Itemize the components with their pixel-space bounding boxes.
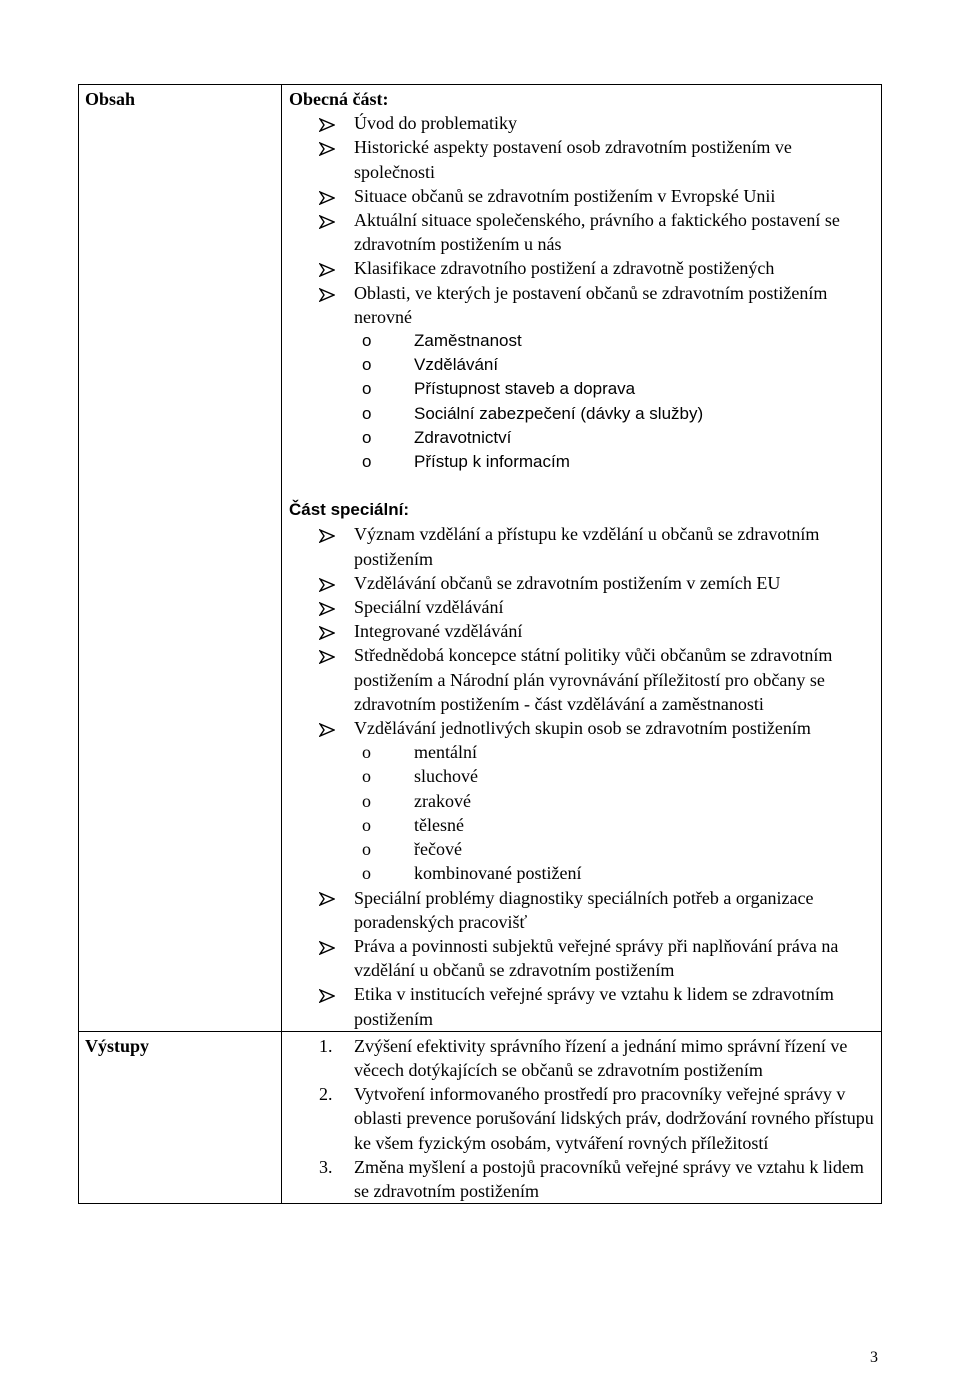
sub-item-text: sluchové — [414, 766, 478, 787]
arrow-list-item — [289, 571, 877, 595]
arrow-list-item — [289, 886, 877, 934]
arrow-bullet-icon — [319, 892, 335, 906]
sub-item-text: Sociální zabezpečení (dávky a služby) — [414, 403, 704, 423]
arrow-list-item — [289, 184, 877, 208]
arrow-list-item — [289, 716, 877, 740]
row-label-obsah: Obsah — [79, 85, 282, 1032]
arrow-list-item — [289, 643, 877, 716]
arrow-item-text: Práva a povinnosti subjektů veřejné správy při naplňování práva na vzdělání u občanů se zdravotním postižením — [354, 935, 839, 981]
document-table — [78, 84, 882, 1204]
arrow-list-item — [289, 982, 877, 1030]
sub-item-text: Přístup k informacím — [414, 452, 570, 472]
arrow-list-item — [289, 595, 877, 619]
section-special — [289, 498, 877, 1030]
sub-list-item — [289, 764, 877, 788]
item-number: 1. — [319, 1035, 333, 1056]
circle-bullet-marker: o — [362, 427, 372, 447]
arrow-bullet-icon — [319, 215, 335, 229]
row-label-vystupy: Výstupy — [79, 1031, 282, 1203]
arrow-item-text: Etika v institucích veřejné správy ve vztahu k lidem se zdravotním postižením — [354, 984, 834, 1029]
arrow-item-text: Situace občanů se zdravotním postižením v Evropské Unii — [354, 185, 776, 206]
circle-bullet-marker: o — [362, 403, 372, 423]
numbered-item-text: Změna myšlení a postojů pracovníků veřejné správy ve vztahu k lidem se zdravotním postižením — [354, 1156, 864, 1201]
section-general — [289, 87, 877, 474]
arrow-bullet-icon — [319, 626, 335, 640]
circle-bullet-marker: o — [362, 790, 371, 811]
sub-item-text: kombinované postižení — [414, 863, 582, 884]
sub-item-text: Zaměstnanost — [414, 331, 522, 351]
content-cell-vystupy — [282, 1031, 882, 1203]
circle-bullet-marker: o — [362, 766, 371, 787]
numbered-item-text: Zvýšení efektivity správního řízení a jednání mimo správní řízení ve věcech dotýkajících se občanů se zdravotním postižením — [354, 1035, 848, 1080]
table-row-vystupy — [79, 1031, 882, 1203]
circle-bullet-marker: o — [362, 452, 372, 472]
circle-bullet-marker: o — [362, 814, 371, 835]
circle-bullet-marker: o — [362, 839, 371, 860]
sub-item-text: zrakové — [414, 790, 471, 811]
item-number: 3. — [319, 1156, 333, 1177]
sub-list-item — [289, 837, 877, 861]
numbered-list-item — [289, 1082, 877, 1155]
arrow-item-text: Klasifikace zdravotního postižení a zdravotně postižených — [354, 258, 775, 279]
content-cell-obsah — [282, 85, 882, 1032]
arrow-item-text: Význam vzdělání a přístupu ke vzdělání u občanů se zdravotním postižením — [354, 524, 820, 569]
sub-list-item — [289, 426, 877, 450]
sub-list-item — [289, 789, 877, 813]
arrow-bullet-icon — [319, 118, 335, 132]
arrow-list-item — [289, 111, 877, 135]
arrow-list-item — [289, 135, 877, 183]
arrow-bullet-icon — [319, 650, 335, 664]
arrow-bullet-icon — [319, 723, 335, 737]
circle-bullet-marker: o — [362, 863, 371, 884]
sub-item-text: Vzdělávání — [414, 355, 499, 375]
sub-list-item — [289, 740, 877, 764]
arrow-bullet-icon — [319, 529, 335, 543]
sub-item-text: Zdravotnictví — [414, 427, 512, 447]
circle-bullet-marker: o — [362, 379, 372, 399]
sub-list-item — [289, 353, 877, 377]
section-heading-special: Část speciální: — [289, 500, 409, 520]
arrow-bullet-icon — [319, 989, 335, 1003]
sub-list-item — [289, 377, 877, 401]
arrow-list-item — [289, 281, 877, 329]
arrow-item-text: Historické aspekty postavení osob zdravotním postižením ve společnosti — [354, 137, 792, 182]
arrow-list-item — [289, 256, 877, 280]
sub-list-item — [289, 402, 877, 426]
sub-list-item — [289, 861, 877, 885]
sub-item-text: řečové — [414, 839, 462, 860]
arrow-list-item — [289, 619, 877, 643]
numbered-item-text: Vytvoření informovaného prostředí pro pracovníky veřejné správy v oblasti prevence porušování lidských práv, dodržování rovného přístupu ke všem fyzickým osobám, vytváření rovných příležitostí — [354, 1084, 874, 1153]
arrow-item-text: Oblasti, ve kterých je postavení občanů se zdravotním postižením nerovné — [354, 282, 828, 327]
arrow-item-text: Úvod do problematiky — [354, 113, 517, 134]
numbered-list-item — [289, 1034, 877, 1082]
sub-item-text: mentální — [414, 742, 477, 763]
sub-item-text: tělesné — [414, 814, 464, 835]
circle-bullet-marker: o — [362, 331, 372, 351]
arrow-item-text: Speciální problémy diagnostiky speciálních potřeb a organizace poradenských pracovišť — [354, 887, 814, 932]
numbered-list-item — [289, 1155, 877, 1203]
arrow-bullet-icon — [319, 602, 335, 616]
arrow-list-item — [289, 934, 877, 982]
arrow-item-text: Vzdělávání jednotlivých skupin osob se zdravotním postižením — [354, 718, 811, 739]
arrow-item-text: Speciální vzdělávání — [354, 597, 504, 618]
arrow-bullet-icon — [319, 263, 335, 277]
section-heading-general: Obecná část: — [289, 89, 389, 109]
arrow-bullet-icon — [319, 288, 335, 302]
arrow-bullet-icon — [319, 941, 335, 955]
outputs-numbered-list — [289, 1034, 877, 1203]
arrow-list-item — [289, 208, 877, 256]
arrow-item-text: Aktuální situace společenského, právního a faktického postavení se zdravotním postižením u nás — [354, 210, 840, 255]
sub-list-item — [289, 329, 877, 353]
arrow-item-text: Střednědobá koncepce státní politiky vůči občanům se zdravotním postižením a Národní plán vyrovnávání příležitostí pro občany se zdravotním postižením - část vzdělávání a zaměstnanosti — [354, 645, 833, 714]
general-item-list — [289, 111, 877, 474]
arrow-bullet-icon — [319, 578, 335, 592]
arrow-bullet-icon — [319, 142, 335, 156]
sub-item-text: Přístupnost staveb a doprava — [414, 379, 636, 399]
item-number: 2. — [319, 1084, 333, 1105]
arrow-item-text: Integrované vzdělávání — [354, 621, 523, 642]
sub-list-item — [289, 450, 877, 474]
special-item-list — [289, 522, 877, 1030]
arrow-list-item — [289, 522, 877, 570]
page-number: 3 — [870, 1348, 878, 1366]
table-row-obsah — [79, 85, 882, 1032]
arrow-bullet-icon — [319, 191, 335, 205]
circle-bullet-marker: o — [362, 742, 371, 763]
arrow-item-text: Vzdělávání občanů se zdravotním postižením v zemích EU — [354, 572, 781, 593]
sub-list-item — [289, 813, 877, 837]
circle-bullet-marker: o — [362, 355, 372, 375]
